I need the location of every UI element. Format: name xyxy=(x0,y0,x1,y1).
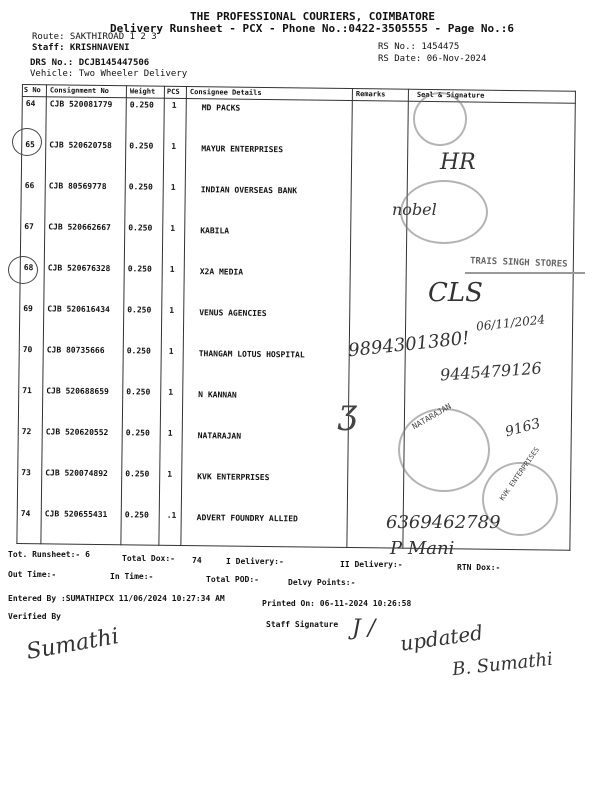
col-header-consignment: Consignment No xyxy=(49,86,109,96)
row-pcs: 1 xyxy=(168,346,174,356)
total-dox-value: 74 xyxy=(192,556,202,565)
row-sno: 71 xyxy=(22,386,32,396)
handwritten-mark: ʒ xyxy=(338,392,358,432)
row-consignment: CJB 520620552 xyxy=(45,427,109,438)
table-row xyxy=(18,386,572,433)
sno-circle-mark xyxy=(8,256,38,284)
col-header-pcs: PCS xyxy=(166,87,180,96)
row-consignment: CJB 80735666 xyxy=(46,345,105,356)
row-pcs: .1 xyxy=(166,510,177,520)
row-weight: 0.250 xyxy=(124,510,149,520)
handwritten-signature: CLS xyxy=(428,278,483,308)
out-time: Out Time:- xyxy=(8,570,57,579)
total-pod: Total POD:- xyxy=(206,575,259,584)
col-header-weight: Weight xyxy=(129,87,156,96)
row-consignee: ADVERT FOUNDRY ALLIED xyxy=(196,513,298,524)
row-sno: 64 xyxy=(25,99,36,109)
handwritten-signature: nobel xyxy=(392,200,437,219)
row-weight: 0.250 xyxy=(126,346,151,356)
row-pcs: 1 xyxy=(171,100,177,110)
verified-by: Verified By xyxy=(8,612,61,621)
ii-delivery: II Delivery:- xyxy=(340,560,403,569)
row-pcs: 1 xyxy=(169,305,175,315)
handwritten-date: 06/11/2024 xyxy=(475,312,546,334)
verifier-signature: Sumathi xyxy=(24,624,121,665)
rtn-dox: RTN Dox:- xyxy=(457,563,501,572)
kvk-stamp: KVK ENTERPRISES xyxy=(498,445,542,503)
seal-stamp xyxy=(398,408,490,492)
handwritten-signature: P Mani xyxy=(390,538,455,559)
trais-store-stamp: TRAIS SINGH STORES xyxy=(469,256,568,270)
rs-date: RS Date: 06-Nov-2024 xyxy=(378,54,487,64)
handwritten-signature: HR xyxy=(440,150,476,175)
row-consignment: CJB 520688659 xyxy=(46,386,109,397)
row-consignment: CJB 520074892 xyxy=(45,468,108,479)
staff-signature-mark: J / xyxy=(352,616,376,641)
row-sno: 68 xyxy=(23,263,34,273)
row-consignee: MD PACKS xyxy=(201,103,241,113)
natarajan-stamp: NATARAJAN xyxy=(410,401,453,432)
total-dox-label: Total Dox:- xyxy=(122,554,175,563)
row-sno: 65 xyxy=(25,140,35,150)
handwritten-phone: 6369462789 xyxy=(386,512,501,533)
row-weight: 0.250 xyxy=(127,305,152,315)
row-weight: 0.250 xyxy=(126,387,151,397)
row-pcs: 1 xyxy=(171,141,177,151)
vehicle-info: Vehicle: Two Wheeler Delivery xyxy=(30,69,188,79)
row-pcs: 1 xyxy=(168,387,174,397)
row-sno: 72 xyxy=(21,427,32,437)
sno-circle-mark xyxy=(12,128,42,156)
row-consignee: X2A MEDIA xyxy=(199,267,244,277)
stamp-line xyxy=(465,272,585,274)
col-header-sno: S No xyxy=(23,86,41,95)
route-info: Route: SAKTHIROAD 1 2 3 xyxy=(32,32,157,42)
row-consignment: CJB 520616434 xyxy=(47,304,110,315)
row-consignee: N KANNAN xyxy=(198,390,237,400)
table-row xyxy=(19,263,573,310)
row-consignee: VENUS AGENCIES xyxy=(199,308,267,319)
runsheet-title: Delivery Runsheet - PCX - Phone No.:0422-3505555 - Page No.:6 xyxy=(110,22,514,35)
updated-note: updated xyxy=(398,620,485,656)
handwritten-phone: 9163 xyxy=(503,415,543,441)
row-weight: 0.250 xyxy=(128,223,153,233)
row-consignee: NATARAJAN xyxy=(197,431,242,441)
row-consignment: CJB 520662667 xyxy=(48,222,111,233)
row-consignee: INDIAN OVERSEAS BANK xyxy=(200,185,298,196)
row-consignment: CJB 520620758 xyxy=(49,140,112,151)
printed-on: Printed On: 06-11-2024 10:26:58 xyxy=(262,599,412,608)
company-name: THE PROFESSIONAL COURIERS, COIMBATORE xyxy=(190,10,436,23)
table-row xyxy=(21,140,575,187)
row-pcs: 1 xyxy=(167,428,173,438)
row-weight: 0.250 xyxy=(129,141,154,151)
row-weight: 0.250 xyxy=(125,469,150,479)
row-consignee: KABILA xyxy=(200,226,230,236)
row-sno: 73 xyxy=(21,468,31,478)
row-weight: 0.250 xyxy=(127,264,152,274)
seal-stamp xyxy=(413,92,467,146)
row-weight: 0.250 xyxy=(125,428,150,438)
row-sno: 70 xyxy=(22,345,33,355)
row-pcs: 1 xyxy=(169,264,175,274)
drs-number: DRS No.: DCJB145447506 xyxy=(30,58,150,68)
table-row xyxy=(21,99,575,146)
in-time: In Time:- xyxy=(110,572,154,581)
row-pcs: 1 xyxy=(170,182,176,192)
col-header-remarks: Remarks xyxy=(355,90,386,99)
row-consignment: CJB 520655431 xyxy=(44,509,108,520)
staff-signature-label: Staff Signature xyxy=(266,620,339,629)
entered-by: Entered By :SUMATHIPCX 11/06/2024 10:27:34 AM xyxy=(8,594,225,603)
col-header-consignee: Consignee Details xyxy=(189,88,262,97)
row-sno: 67 xyxy=(24,222,34,232)
table-row xyxy=(20,181,574,228)
row-weight: 0.250 xyxy=(128,182,153,192)
updater-signature: B. Sumathi xyxy=(451,648,554,681)
total-runsheet: Tot. Runsheet:- 6 xyxy=(8,550,90,559)
row-sno: 69 xyxy=(23,304,33,314)
row-consignee: KVK ENTERPRISES xyxy=(197,472,270,483)
i-delivery: I Delivery:- xyxy=(226,557,284,566)
row-consignee: MAYUR ENTERPRISES xyxy=(201,144,284,155)
staff-info: Staff: KRISHNAVENI xyxy=(32,43,130,53)
col-header-seal: Seal & Signature xyxy=(416,90,485,100)
row-consignment: CJB 520081779 xyxy=(49,99,113,110)
row-weight: 0.250 xyxy=(129,100,154,110)
rs-number: RS No.: 1454475 xyxy=(378,42,460,52)
row-consignment: CJB 520676328 xyxy=(47,263,111,274)
delivery-points: Delvy Points:- xyxy=(288,578,356,587)
row-pcs: 1 xyxy=(170,223,176,233)
row-consignee: THANGAM LOTUS HOSPITAL xyxy=(198,349,305,360)
handwritten-phone: 9445479126 xyxy=(439,358,543,385)
row-consignment: CJB 80569778 xyxy=(48,181,107,192)
row-sno: 66 xyxy=(24,181,35,191)
row-pcs: 1 xyxy=(167,469,173,479)
handwritten-phone: 9894301380! xyxy=(347,327,471,362)
row-sno: 74 xyxy=(20,509,31,519)
